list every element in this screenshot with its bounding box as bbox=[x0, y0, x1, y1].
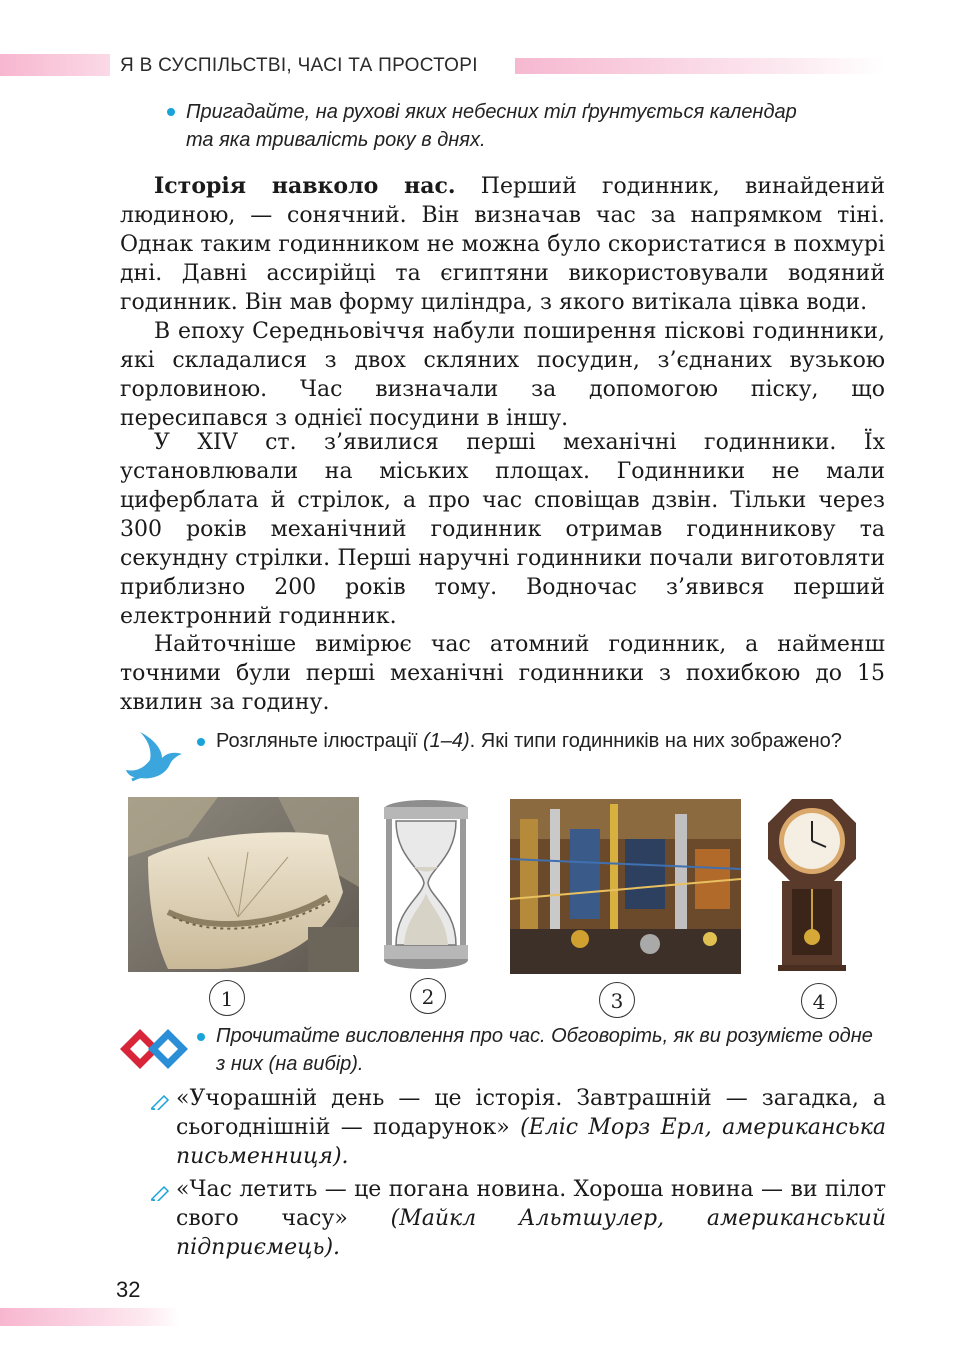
bullet-dot bbox=[197, 1033, 205, 1041]
quote-1 bbox=[176, 1084, 886, 1171]
quote-2 bbox=[176, 1175, 886, 1262]
intro-question-line1: Пригадайте, на рухові яких небесних тіл ґрунтується календар bbox=[186, 101, 797, 123]
quote-author: (Майкл Альтшулер, американський підприємець). bbox=[176, 1206, 886, 1260]
pen-icon bbox=[150, 1094, 170, 1110]
hourglass-image bbox=[378, 797, 474, 972]
task-text-end: . Які типи годинників на них зображено? bbox=[469, 730, 842, 752]
paragraph-history bbox=[120, 172, 885, 317]
task-range: (1–4) bbox=[422, 730, 470, 752]
paragraph-text: Перший годинник, винайдений людиною, — сонячний. Він визначав час за напрямком тіні. Однак таким годинником не можна було скористатися в похмурі дні. Давні ассирійці та єгиптяни використовували водяний годинник. Він мав форму циліндра, з якого витікала цівка води. bbox=[120, 174, 885, 315]
paragraph-atomic: Найточніше вимірює час атомний годинник, а найменш точними були перші механічні годинники з похибкою до 15 хвилин за годину. bbox=[120, 632, 885, 715]
illustration-task bbox=[216, 727, 886, 755]
pen-icon bbox=[150, 1185, 170, 1201]
quote-author: (Еліс Морз Ерл, американська письменниця). bbox=[176, 1115, 886, 1169]
quote-text: «Учорашній день — це історія. Завтрашній — загадка, а сьогоднішній — подарунок» bbox=[176, 1086, 886, 1140]
dove-icon bbox=[122, 730, 184, 784]
figure-label-3: 3 bbox=[599, 982, 635, 1018]
quotes-task: Прочитайте висловлення про час. Обговоріть, як ви розумієте одне з них (на вибір). bbox=[216, 1025, 873, 1075]
paragraph-lead: Історія навколо нас. bbox=[154, 173, 456, 199]
sundial-image bbox=[128, 797, 359, 972]
intro-question-line2: та яка тривалість року в днях. bbox=[186, 129, 486, 151]
section-title: Я В СУСПІЛЬСТВІ, ЧАСІ ТА ПРОСТОРІ bbox=[120, 55, 478, 76]
header-band-right bbox=[515, 58, 885, 74]
task-text: Розгляньте ілюстрації bbox=[216, 730, 423, 752]
bullet-dot bbox=[197, 738, 205, 746]
quote-text: «Час летить — це погана новина. Хороша новина — ви пілот свого часу» bbox=[176, 1177, 886, 1231]
page-number: 32 bbox=[116, 1277, 141, 1302]
intro-question bbox=[186, 98, 906, 154]
figure-label-4: 4 bbox=[801, 983, 837, 1019]
figure-label-1: 1 bbox=[209, 980, 245, 1016]
header-band-left bbox=[0, 54, 110, 76]
wall-clock-image bbox=[764, 797, 860, 972]
diamond-puzzle-icon bbox=[118, 1025, 190, 1075]
atomic-clock-image bbox=[510, 799, 741, 974]
paragraph-mechanical: У XIV ст. з’явилися перші механічні годинники. Їх установлювали на міських площах. Годинники не мали циферблата й стрілок, а про час сповіщав дзвін. Тільки через 300 років механічний годинник отримав годинникову та секундну стрілки. Перші наручні годинники почали виготовляти приблизно 200 років тому. Водночас з’явився перший електронний годинник. bbox=[120, 430, 885, 629]
paragraph-middle-ages: В епоху Середньовіччя набули поширення піскові годинники, які складалися з двох скляних посудин, з’єднаних вузькою горловиною. Час визначали за допомогою піску, що пересипався з однієї посудини в іншу. bbox=[120, 319, 885, 431]
figure-label-2: 2 bbox=[410, 978, 446, 1014]
footer-band bbox=[0, 1308, 180, 1326]
bullet-dot bbox=[167, 108, 175, 116]
